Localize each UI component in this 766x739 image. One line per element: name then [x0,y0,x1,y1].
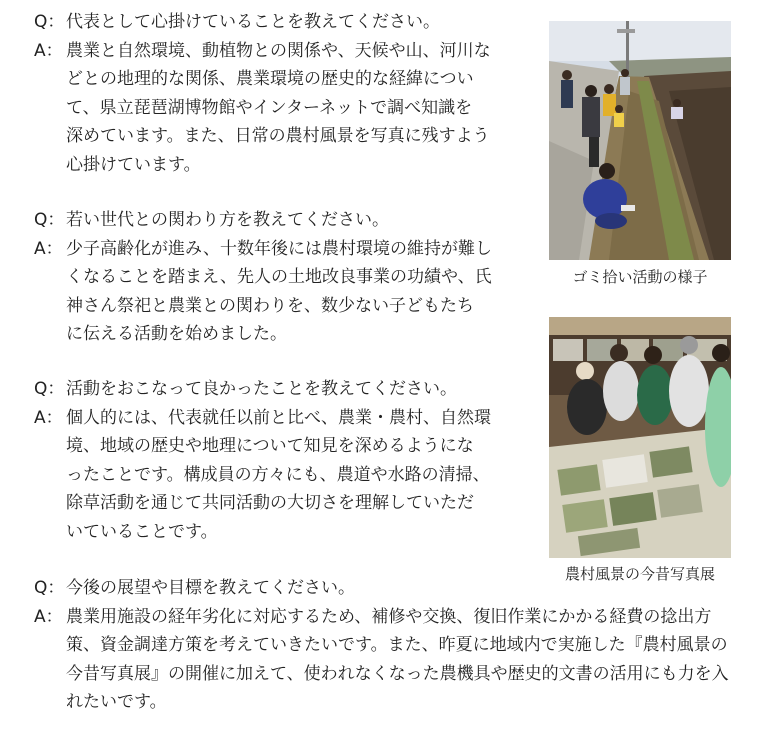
answer-line: 農業用施設の経年劣化に対応するため、補修や交換、復旧作業にかかる経費の捻出方 [66,606,712,627]
answer-line: 境、地域の歴史や地理について知見を深めるようにな [66,436,474,456]
photo-exhibition-caption: 農村風景の今昔写真展 [564,565,715,583]
question-label: Q： [34,12,65,32]
question-label: Q： [34,210,65,230]
photo-exhibition-photo [549,317,731,558]
answer-line: 心掛けています。 [66,154,201,175]
answer-label: A： [34,606,63,627]
answer-line: 除草活動を通じて共同活動の大切さを理解していただ [66,493,474,513]
question-label: Q： [34,578,65,598]
question-label: Q： [34,379,65,399]
answer-line: どとの地理的な関係、農業環境の歴史的な経緯につい [66,69,474,89]
answer-line: 神さん祭祀と農業との関わりを、数少ない子どもたち [66,295,474,316]
answer-label: A： [34,40,63,61]
answer-line: 農業と自然環境、動植物との関係や、天候や山、河川な [66,40,491,61]
answer-line: れたいです。 [66,692,167,712]
answer-line: て、県立琵琶湖博物館やインターネットで調べ知識を [66,97,473,118]
answer-4 [0,603,766,632]
answer-label: A： [34,407,63,428]
answer-line: くなることを踏まえ、先人の土地改良事業の功績や、氏 [66,267,492,287]
question-text: 代表として心掛けていることを教えてください。 [66,12,440,32]
litter-pickup-caption: ゴミ拾い活動の様子 [572,268,708,286]
answer-line: 策、資金調達方策を考えていきたいです。また、昨夏に地域内で実施した『農村風景の [66,635,728,655]
question-text: 若い世代との関わり方を教えてください。 [66,210,389,230]
answer-line: 今昔写真展』の開催に加えて、使われなくなった農機具や歴史的文書の活用にも力を入 [66,663,729,684]
qa-section-4 [0,574,766,717]
answer-line: に伝える活動を始めました。 [66,324,287,344]
answer-line: 深めています。また、日常の農村風景を写真に残すよう [66,126,490,146]
answer-line: 個人的には、代表就任以前と比べ、農業・農村、自然環 [66,407,491,428]
answer-line: ったことです。構成員の方々にも、農道や水路の清掃、 [66,464,490,485]
question-text: 活動をおこなって良かったことを教えてください。 [66,379,457,399]
question-text: 今後の展望や目標を教えてください。 [66,578,355,598]
answer-line: いていることです。 [66,521,218,542]
litter-pickup-photo [549,21,731,260]
answer-line: 少子高齢化が進み、十数年後には農村環境の維持が難し [66,238,493,259]
answer-label: A： [34,238,63,259]
